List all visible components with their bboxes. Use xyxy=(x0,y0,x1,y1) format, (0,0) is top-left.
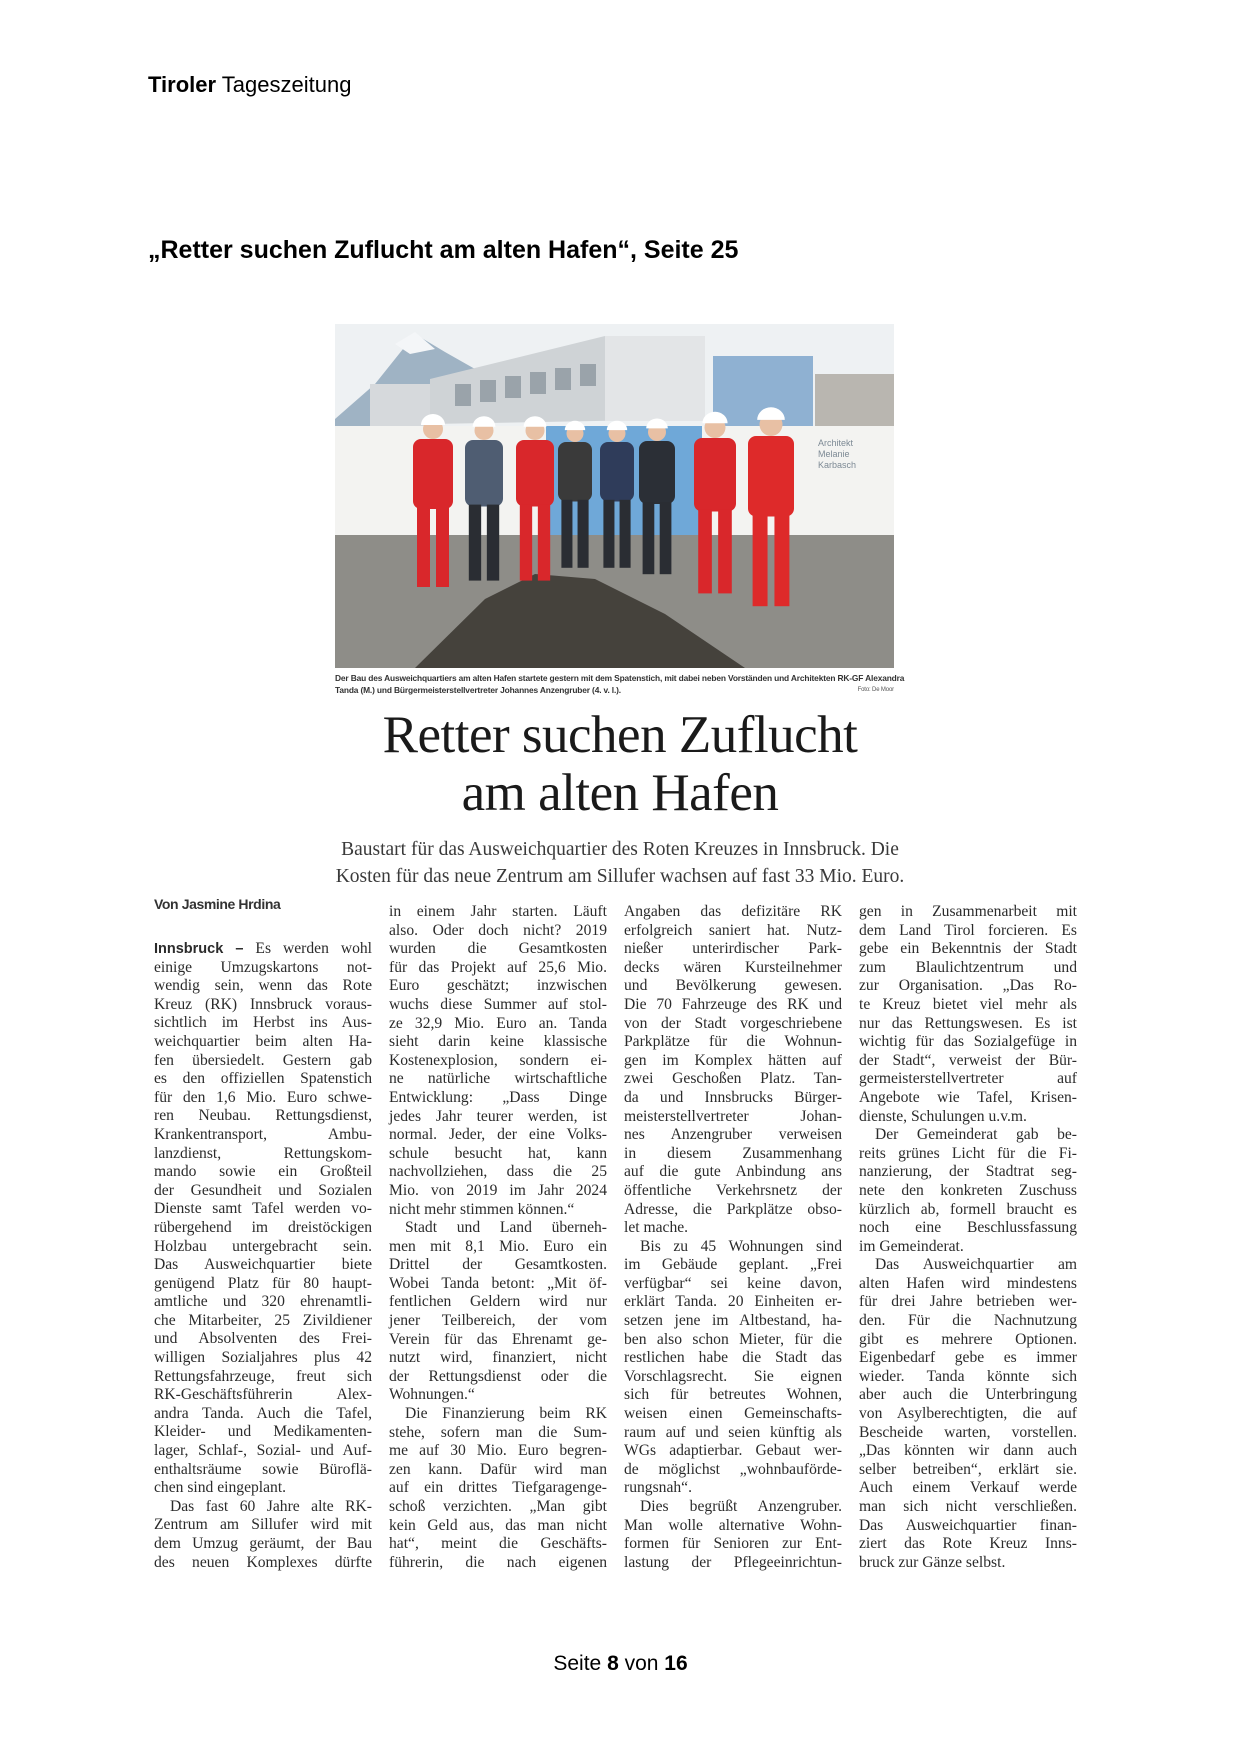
text-line: zen kann. Dafür wird man xyxy=(389,1460,607,1478)
text-line: men mit 8,1 Mio. Euro ein xyxy=(389,1237,607,1255)
sign-line-3: Karbasch xyxy=(818,460,857,470)
text-line: Entwicklung: „Dass Dinge xyxy=(389,1088,607,1106)
text-line: den. Für die Nachnutzung xyxy=(859,1312,1077,1330)
text-line: und Bevölkerung gewesen. xyxy=(624,977,842,995)
article-column-1 xyxy=(154,940,372,1572)
subheadline-line-2: Kosten für das neue Zentrum am Sillufer wachsen auf fast 33 Mio. Euro. xyxy=(335,866,905,887)
text-line: setzen jene im Altbestand, ha- xyxy=(624,1312,842,1330)
caption-line-2: Tanda (M.) und Bürgermeisterstellvertreter Johannes Anzengruber (4. v. l.). xyxy=(335,685,621,695)
text-line: Adresse, die Parkplätze obso- xyxy=(624,1200,842,1218)
text-line: raum auf und seien künftig als xyxy=(624,1423,842,1441)
text-line: Holzbau untergebracht sein. xyxy=(154,1237,372,1255)
text-line: Das fast 60 Jahre alte RK- xyxy=(170,1497,372,1515)
text-line: wuchs diese Summer auf stol- xyxy=(389,995,607,1013)
text-line: nutzt wird, finanziert, nicht xyxy=(389,1349,607,1367)
text-line: selber betreiben“, erklärt sie. xyxy=(859,1460,1077,1478)
text-line xyxy=(154,940,372,959)
text-line: nete den konkreten Zuschuss xyxy=(859,1181,1077,1199)
text-line: Euro geschätzt; inzwischen xyxy=(389,977,607,995)
text-line: nicht mehr stimmen können.“ xyxy=(389,1200,575,1218)
text-line: weichquartier beim alten Ha- xyxy=(154,1032,372,1050)
text-line: decks wären Kursteilnehmer xyxy=(624,958,842,976)
text-line: gen im Komplex hätten auf xyxy=(624,1051,842,1069)
text-line-body: Es werden wohl xyxy=(255,940,373,957)
text-line: te Kreuz bietet viel mehr als xyxy=(859,995,1077,1013)
text-line: fentlichen Geldern wird nur xyxy=(389,1293,607,1311)
text-line: erklärt Tanda. 20 Einheiten er- xyxy=(624,1293,842,1311)
text-line: chen sind eingeplant. xyxy=(154,1479,287,1497)
page-number xyxy=(0,1652,1241,1676)
text-line: Vorschlagsrecht. Sie eignen xyxy=(624,1367,842,1385)
photo-credit: Foto: De Moor xyxy=(857,687,894,693)
text-line: Bescheide warten, vorstellen. xyxy=(859,1423,1077,1441)
text-line: lager, Schlaf-, Sozial- und Auf- xyxy=(154,1442,372,1460)
article-photo xyxy=(335,324,894,668)
text-line: dem Umzug geräumt, der Bau xyxy=(154,1535,372,1552)
text-line: und Absolventen des Frei- xyxy=(154,1330,372,1348)
text-line: weisen einen Gemeinschafts- xyxy=(624,1405,842,1423)
subheadline-line-1: Baustart für das Ausweichquartier des Roten Kreuzes in Innsbruck. Die xyxy=(341,839,899,860)
headline xyxy=(240,706,1000,822)
text-line: Angaben das defizitäre RK xyxy=(624,903,842,920)
text-line: Parkplätze für die Wohnun- xyxy=(624,1033,842,1051)
text-line: wurden die Gesamtkosten xyxy=(389,940,607,958)
text-line: für das Projekt auf 25,6 Mio. xyxy=(389,958,607,976)
text-line: noch eine Beschlussfassung xyxy=(859,1219,1077,1237)
text-line: dem Land Tirol forcieren. Es xyxy=(859,921,1077,939)
text-line: Die Finanzierung beim RK xyxy=(405,1405,607,1423)
text-line: andra Tanda. Auch die Tafel, xyxy=(154,1404,372,1422)
text-line: Dies begrüßt Anzengruber. xyxy=(640,1498,842,1515)
text-line: gibt es mehrere Optionen. xyxy=(859,1330,1077,1348)
text-line: Dienste samt Tafel werden vo- xyxy=(154,1200,372,1218)
page-of: von xyxy=(624,1652,659,1675)
text-line: Die 70 Fahrzeuge des RK und xyxy=(624,995,842,1013)
text-line: schule besucht hat, kann xyxy=(389,1144,607,1162)
headline-line-2: am alten Hafen xyxy=(461,764,779,822)
text-line: kürzlich ab, formell braucht es xyxy=(859,1200,1077,1218)
text-line: sieht darin keine klassische xyxy=(389,1033,607,1051)
text-line: auf ein drittes Tiefgaragenge- xyxy=(389,1479,607,1497)
sign-line-1: Architekt xyxy=(818,438,854,448)
text-line: de möglichst „wohnbauförde- xyxy=(624,1460,842,1478)
text-line: Kostenexplosion, sondern ei- xyxy=(389,1051,607,1069)
text-line: hat“, meint die Geschäfts- xyxy=(389,1535,607,1553)
text-line: let mache. xyxy=(624,1219,689,1237)
text-line: Stadt und Land überneh- xyxy=(405,1219,607,1237)
text-line: alten Hafen wird mindestens xyxy=(859,1274,1077,1292)
text-line: man sich nicht verschließen. xyxy=(859,1498,1077,1515)
text-line: restlichen habe die Stadt das xyxy=(624,1349,842,1367)
text-line: jener Teilbereich, der vom xyxy=(389,1312,607,1330)
text-line: nes Anzengruber verweisen xyxy=(624,1126,842,1144)
text-line: Angebote wie Tafel, Krisen- xyxy=(859,1088,1077,1106)
text-line: gebe ein Bekenntnis der Stadt xyxy=(859,940,1077,958)
text-line: „Das könnten wir dann auch xyxy=(859,1442,1077,1460)
text-line: ben also schon Mieter, für die xyxy=(624,1330,842,1348)
text-line: rübergehend im dreistöckigen xyxy=(154,1218,372,1236)
byline: Von Jasmine Hrdina xyxy=(154,896,281,912)
text-line: führerin, die nach eigenen xyxy=(389,1553,607,1571)
text-line: lanzdienst, Rettungskom- xyxy=(154,1144,372,1162)
text-line: ze 32,9 Mio. Euro an. Tanda xyxy=(389,1014,607,1032)
text-line: von Asylberechtigten, die auf xyxy=(859,1405,1077,1423)
text-line: des neuen Komplexes dürfte xyxy=(154,1553,372,1571)
text-line: Man wolle alternative Wohn- xyxy=(624,1516,842,1534)
article-column-3 xyxy=(624,903,842,1572)
text-line: da und Innsbrucks Bürger- xyxy=(624,1088,842,1106)
dateline: Innsbruck – xyxy=(154,941,244,957)
subheadline xyxy=(240,836,1000,890)
text-line: nachvollziehen, dass die 25 xyxy=(389,1163,607,1181)
text-line: RK-Geschäftsführerin Alex- xyxy=(154,1386,372,1404)
text-line: der Stadt“, verweist der Bür- xyxy=(859,1051,1077,1069)
text-line: jedes Jahr teurer werden, ist xyxy=(389,1107,607,1125)
text-line: im Gebäude geplant. „Frei xyxy=(624,1256,842,1274)
text-line: gen in Zusammenarbeit mit xyxy=(859,903,1077,920)
article-reference: „Retter suchen Zuflucht am alten Hafen“, Seite 25 xyxy=(148,236,739,264)
brand-bold: Tiroler xyxy=(148,72,217,97)
page-prefix: Seite xyxy=(553,1652,602,1675)
text-line: in diesem Zusammenhang xyxy=(624,1144,842,1162)
text-line: lastung der Pflegeeinrichtun- xyxy=(624,1553,842,1571)
text-line: formen für Senioren zur Ent- xyxy=(624,1535,842,1553)
text-line: auf die gute Anbindung ans xyxy=(624,1163,842,1181)
text-line: sichtlich im Herbst ins Aus- xyxy=(154,1014,372,1032)
text-line: von der Stadt vorgeschriebene xyxy=(624,1014,842,1032)
text-line: reits grünes Licht für die Fi- xyxy=(859,1144,1077,1162)
text-line: meisterstellvertreter Johan- xyxy=(624,1107,842,1125)
text-line: fen übersiedelt. Gestern gab xyxy=(154,1051,372,1069)
text-line: Der Gemeinderat gab be- xyxy=(875,1126,1077,1144)
text-line: für drei Jahre betrieben wer- xyxy=(859,1293,1077,1311)
text-line: ne natürliche wirtschaftliche xyxy=(389,1070,607,1088)
text-line: Bis zu 45 Wohnungen sind xyxy=(640,1237,842,1255)
total-pages: 16 xyxy=(664,1652,688,1675)
text-line: es den offiziellen Spatenstich xyxy=(154,1070,372,1088)
text-line: Das Ausweichquartier biete xyxy=(154,1256,372,1274)
caption-line-1: Der Bau des Ausweichquartiers am alten Hafen startete gestern mit dem Spatenstich, mit dabei neben Vorständen und Architekten RK-GF Alexandra xyxy=(335,673,905,683)
text-line: einige Umzugskartons not- xyxy=(154,958,372,976)
text-line: zum Blaulichtzentrum und xyxy=(859,958,1077,976)
text-line: in einem Jahr starten. Läuft xyxy=(389,903,607,920)
text-line: rungsnah“. xyxy=(624,1479,692,1497)
text-line: Eigenbedarf gebe es immer xyxy=(859,1349,1077,1367)
text-line: aber auch die Unterbringung xyxy=(859,1386,1077,1404)
text-line: germeisterstellvertreter auf xyxy=(859,1070,1077,1088)
photo-caption xyxy=(335,672,905,696)
text-line: also. Oder doch nicht? 2019 xyxy=(389,921,607,939)
text-line: Wobei Tanda betont: „Mit öf- xyxy=(389,1274,607,1292)
text-line: zur Organisation. „Das Ro- xyxy=(859,977,1077,995)
brand-regular: Tageszeitung xyxy=(221,72,352,97)
text-line: Das Ausweichquartier am xyxy=(875,1256,1077,1274)
text-line: Rettungsfahrzeuge, freut sich xyxy=(154,1367,372,1385)
text-line: WGs adaptierbar. Gebaut wer- xyxy=(624,1442,842,1460)
sign-line-2: Melanie xyxy=(818,449,850,459)
text-line: normal. Jeder, der eine Volks- xyxy=(389,1126,607,1144)
article-column-2 xyxy=(389,903,607,1572)
text-line: stehe, sofern man die Sum- xyxy=(389,1423,607,1441)
text-line: zwei Geschoßen Platz. Tan- xyxy=(624,1070,842,1088)
text-line: erfolgreich saniert hat. Nutz- xyxy=(624,921,842,939)
text-line: wendig sein, wenn das Rote xyxy=(154,977,372,995)
text-line: Mio. von 2019 im Jahr 2024 xyxy=(389,1181,607,1199)
text-line: Kleider- und Medikamenten- xyxy=(154,1423,372,1441)
text-line: genügend Platz für 80 haupt- xyxy=(154,1274,372,1292)
text-line: enthaltsräume sowie Büroflä- xyxy=(154,1460,372,1478)
text-line: Das Ausweichquartier finan- xyxy=(859,1516,1077,1534)
text-line: ren Neubau. Rettungsdienst, xyxy=(154,1107,372,1125)
text-line: ziert das Rote Kreuz Inns- xyxy=(859,1535,1077,1553)
text-line: nur das Rettungswesen. Es ist xyxy=(859,1014,1077,1032)
text-line: wieder. Tanda könnte sich xyxy=(859,1367,1077,1385)
text-line: che Mitarbeiter, 25 Zivildiener xyxy=(154,1311,372,1329)
text-line: dienste, Schulungen u.v.m. xyxy=(859,1107,1027,1125)
text-line: schoß verzichten. „Man gibt xyxy=(389,1498,607,1515)
headline-line-1: Retter suchen Zuflucht xyxy=(382,706,858,764)
text-line: der Rettungsdienst oder die xyxy=(389,1367,607,1385)
text-line: mando sowie ein Großteil xyxy=(154,1163,372,1181)
text-line: me auf 30 Mio. Euro begren- xyxy=(389,1442,607,1460)
text-line: nanzierung, der Stadtrat seg- xyxy=(859,1163,1077,1181)
text-line: für den 1,6 Mio. Euro schwe- xyxy=(154,1088,372,1106)
text-line: Wohnungen.“ xyxy=(389,1386,475,1404)
text-line: bruck zur Gänze selbst. xyxy=(859,1553,1006,1571)
text-line: im Gemeinderat. xyxy=(859,1237,964,1255)
text-line: kein Geld aus, das man nicht xyxy=(389,1516,607,1534)
text-line: Krankentransport, Ambu- xyxy=(154,1125,372,1143)
text-line: Verein für das Ehrenamt ge- xyxy=(389,1330,607,1348)
current-page: 8 xyxy=(607,1652,619,1675)
text-line: Kreuz (RK) Innsbruck voraus- xyxy=(154,995,372,1013)
text-line: Zentrum am Sillufer wird mit xyxy=(154,1516,372,1534)
text-line: Drittel der Gesamtkosten. xyxy=(389,1256,607,1274)
text-line: Auch einem Verkauf werde xyxy=(859,1479,1077,1497)
text-line: wichtig für das Sozialgefüge in xyxy=(859,1033,1077,1051)
publication-name xyxy=(148,72,351,98)
text-line: amtliche und 320 ehrenamtli- xyxy=(154,1293,372,1311)
article-column-4 xyxy=(859,903,1077,1572)
text-line: willigen Sozialjahres plus 42 xyxy=(154,1349,372,1367)
text-line: öffentliche Verkehrsnetz der xyxy=(624,1181,842,1199)
text-line: verfügbar“ sei keine davon, xyxy=(624,1274,842,1292)
text-line: nießer unterirdischer Park- xyxy=(624,940,842,958)
text-line: der Gesundheit und Sozialen xyxy=(154,1181,372,1199)
text-line: sich für betreutes Wohnen, xyxy=(624,1386,842,1404)
